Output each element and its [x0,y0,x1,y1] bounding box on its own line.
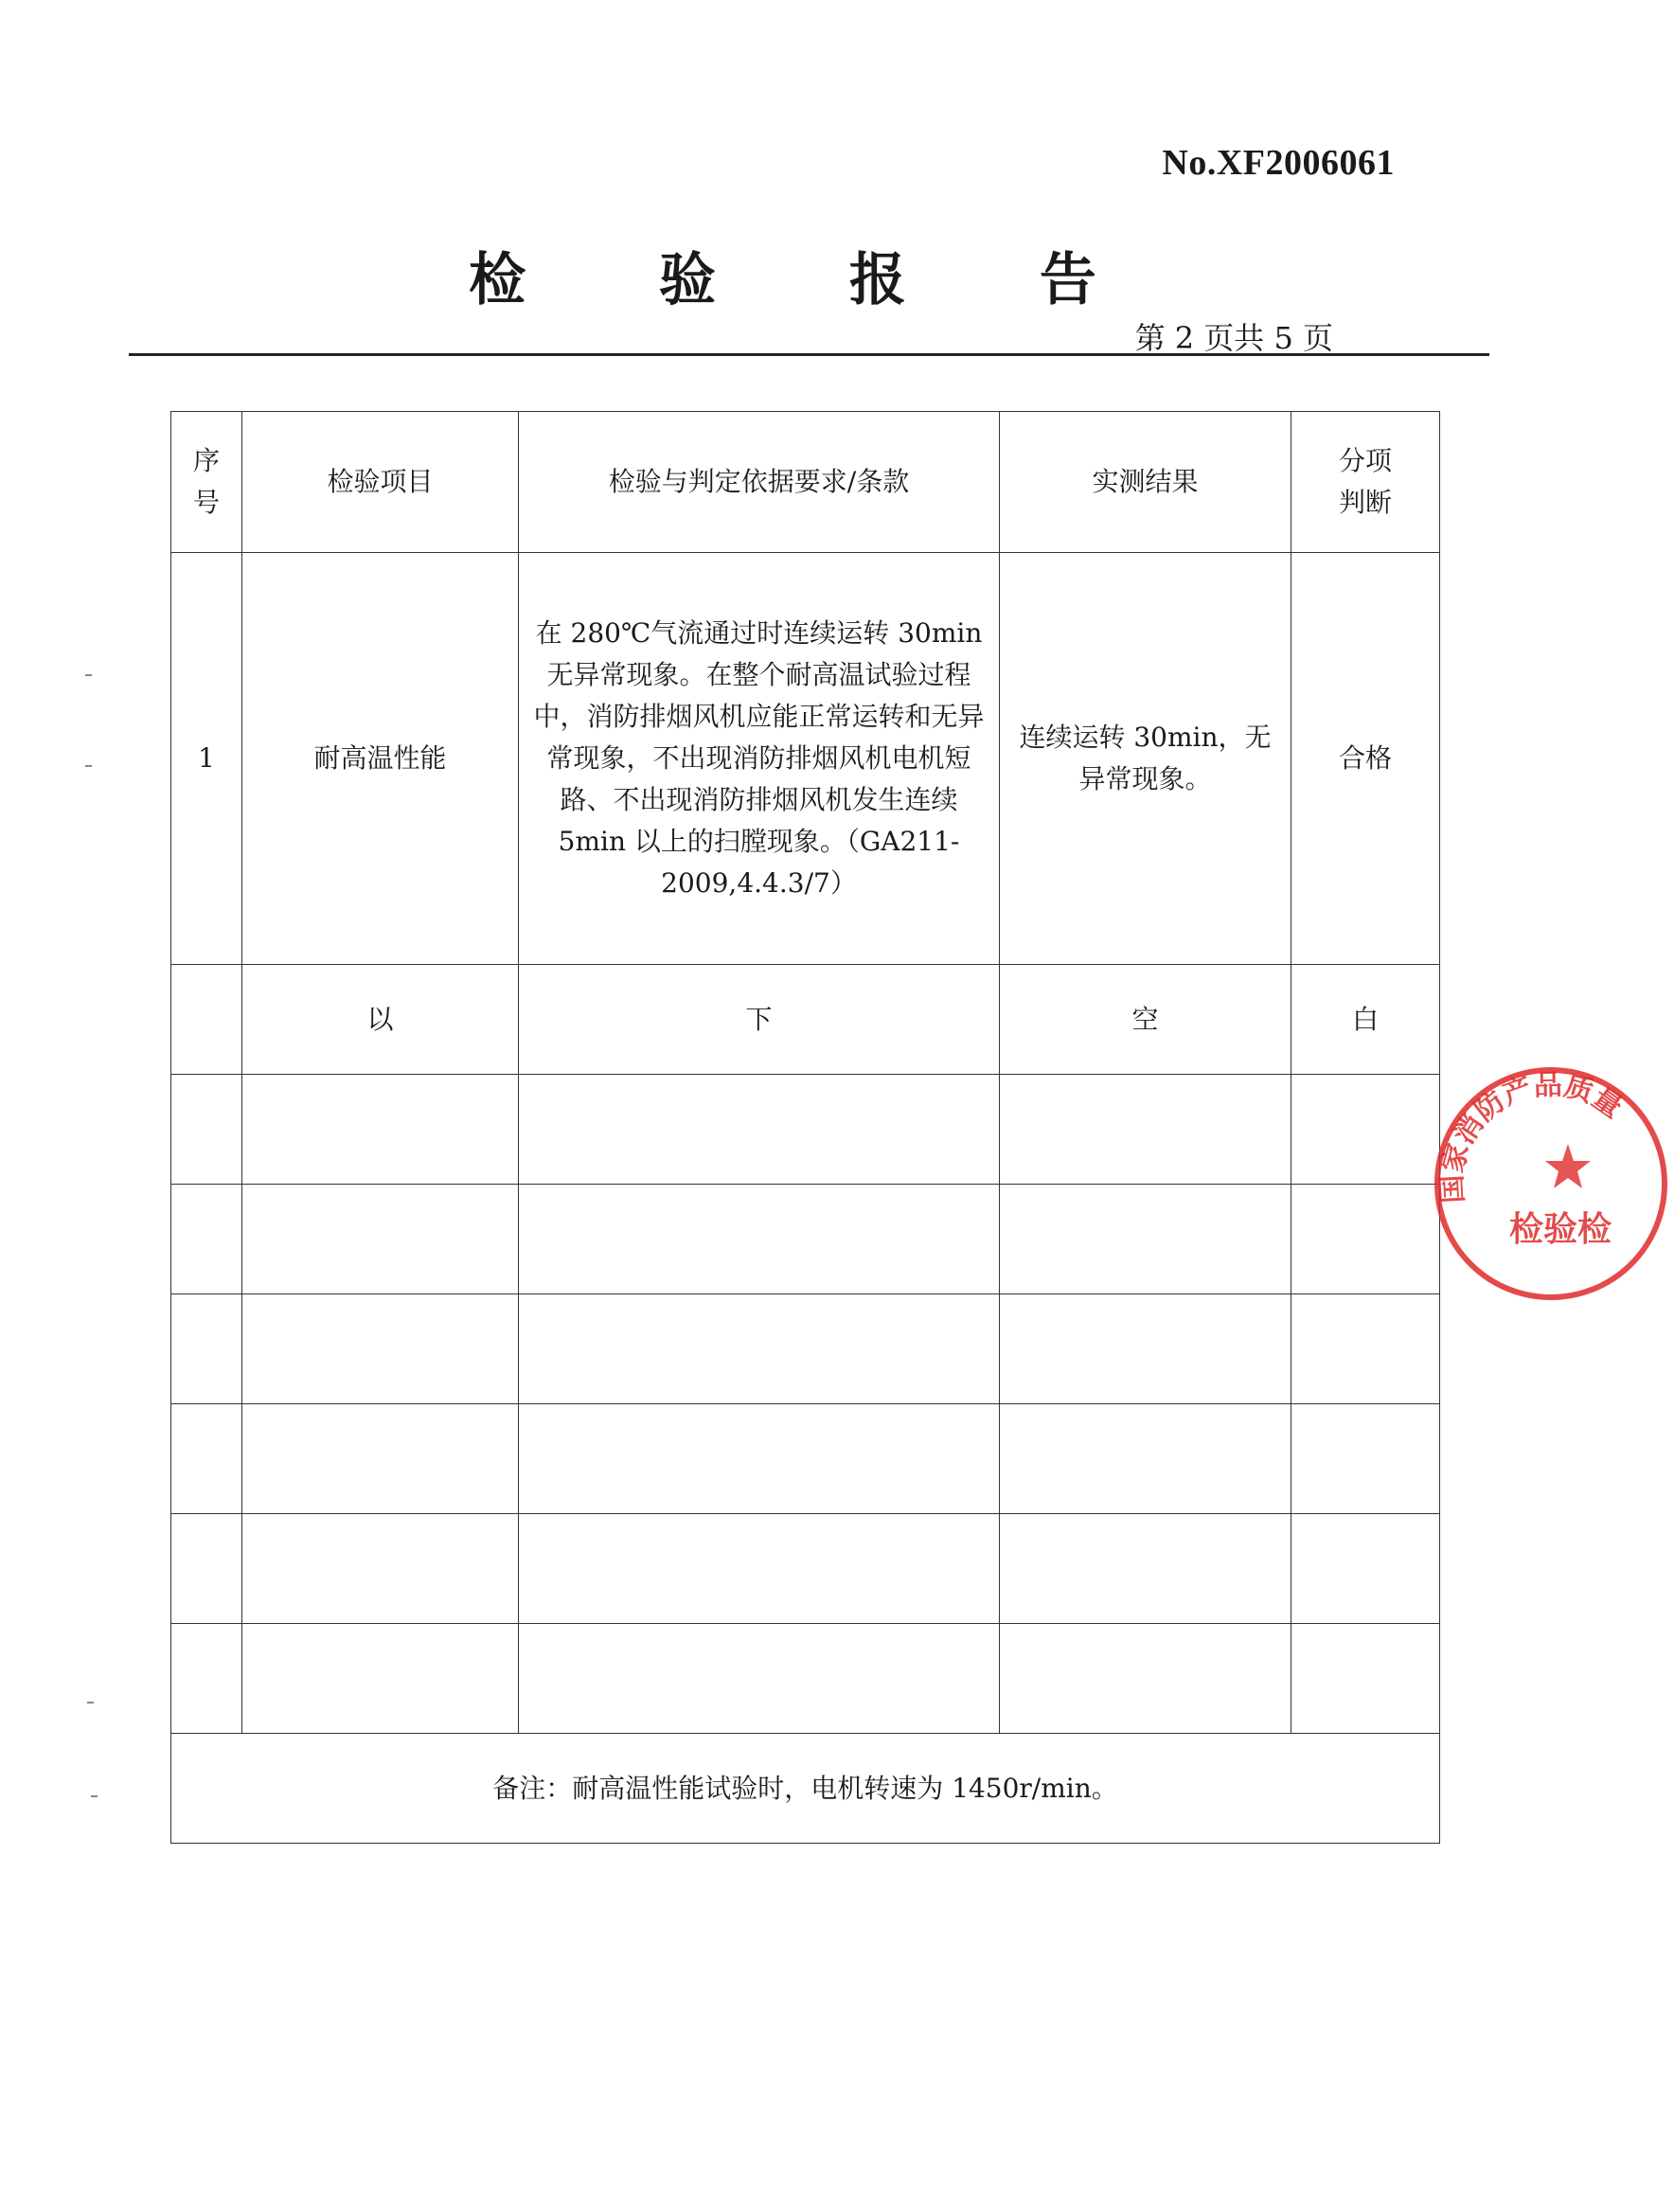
header-item: 检验项目 [242,412,519,553]
empty-row [171,1404,1440,1514]
header-result: 实测结果 [1000,412,1291,553]
page-indicator: 第 2 页共 5 页 [1134,320,1333,356]
end-marker-1: 以 [242,965,519,1075]
table-header-row [171,412,1440,553]
seal-arc-text: 国家消防产品质量 [1435,1068,1629,1204]
inspection-table [170,411,1440,1844]
seal-ring [1437,1070,1665,1297]
row-seq: 1 [171,553,242,965]
end-marker-2: 下 [519,965,1000,1075]
empty-row [171,1075,1440,1185]
row-item: 耐高温性能 [242,553,519,965]
row-judgment: 合格 [1291,553,1440,965]
page-title: 检 验 报 告 [469,247,1153,313]
seal-center-text: 检验检 [1509,1209,1612,1249]
empty-row [171,1185,1440,1294]
scan-mark [85,674,92,676]
inspection-seal [1428,1061,1674,1307]
empty-row [171,1294,1440,1404]
remark-row [171,1734,1440,1844]
end-marker-blank [171,965,242,1075]
star-icon [1545,1144,1591,1188]
scan-mark [85,765,92,767]
end-marker-3: 空 [1000,965,1291,1075]
header-divider [129,353,1489,356]
header-seq: 序 号 [171,412,242,553]
end-marker-4: 白 [1291,965,1440,1075]
header-judgment: 分项 判断 [1291,412,1440,553]
scan-mark [91,1795,98,1797]
header-requirement: 检验与判定依据要求/条款 [519,412,1000,553]
report-number: No.XF2006061 [1162,143,1395,183]
table-row [171,553,1440,965]
empty-row [171,1514,1440,1624]
empty-row [171,1624,1440,1734]
row-result: 连续运转 30min，无异常现象。 [1000,553,1291,965]
remark-text: 备注：耐高温性能试验时，电机转速为 1450r/min。 [171,1734,1440,1844]
end-marker-row [171,965,1440,1075]
scan-mark [87,1702,94,1704]
row-requirement: 在 280℃气流通过时连续运转 30min 无异常现象。在整个耐高温试验过程中，消防排烟风机应能正常运转和无异常现象，不出现消防排烟风机电机短路、不出现消防排烟风机发生连续 5min 以上的扫膛现象。（GA211-2009,4.4.3/7） [519,553,1000,965]
